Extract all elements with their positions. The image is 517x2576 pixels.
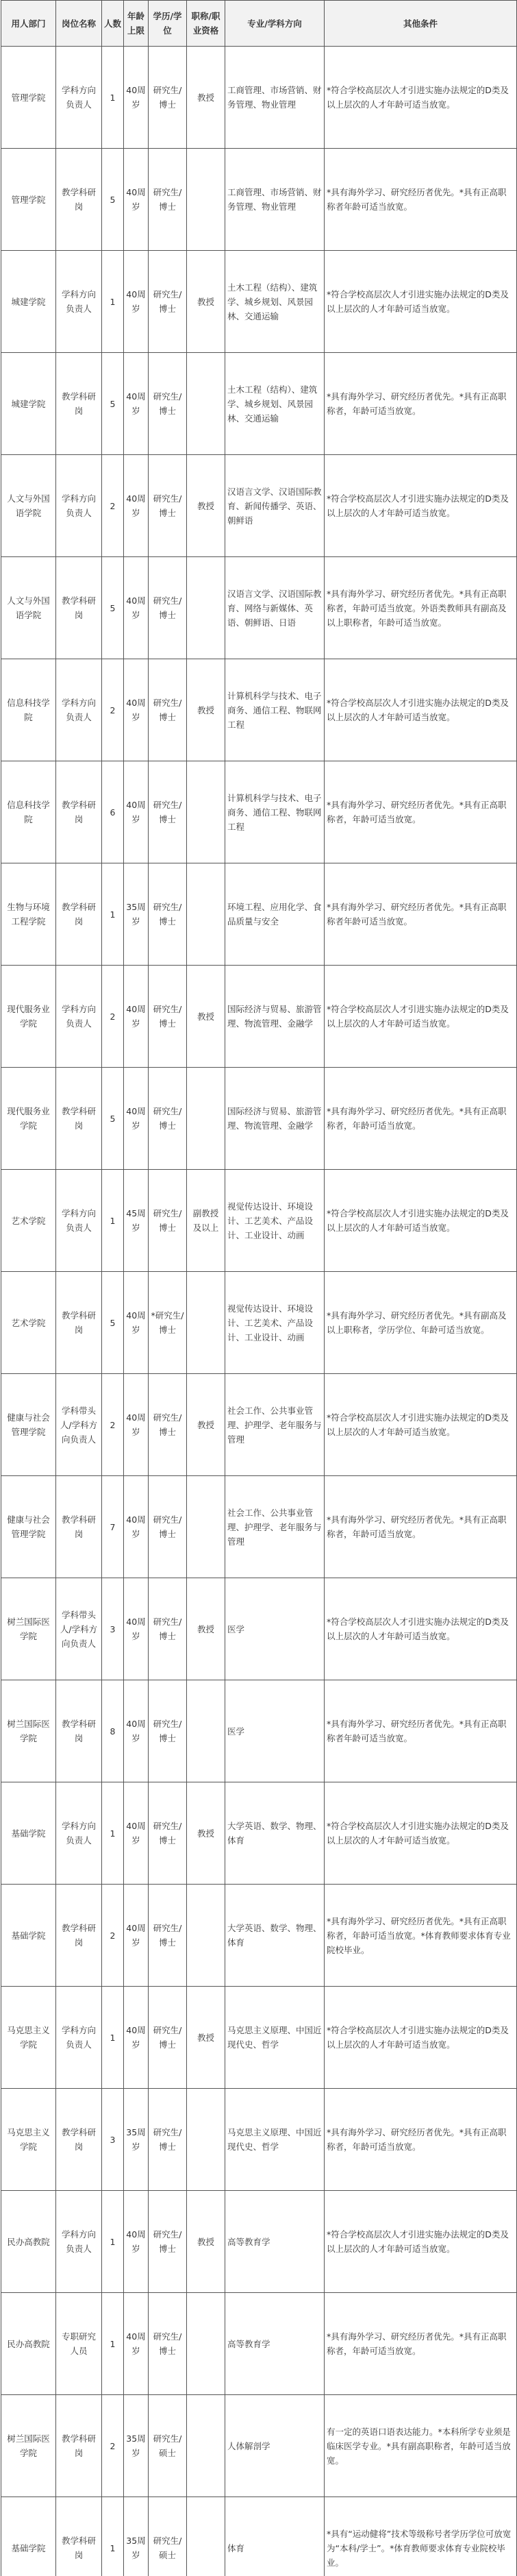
cell-age: 40周岁: [124, 2191, 149, 2293]
cell-degree: 研究生/博士: [149, 1578, 187, 1680]
cell-degree: 研究生/博士: [149, 2089, 187, 2191]
cell-other: *具有海外学习、研究经历者优先。*具有正高职称者，年龄可适当放宽。*体育教师要求体育专业院校毕业。: [325, 1885, 517, 1987]
table-row: [1, 1578, 517, 1680]
table-row: [1, 2497, 517, 2576]
cell-title: 教授: [187, 1782, 225, 1885]
cell-other: *具有海外学习、研究经历者优先。*具有正高职称者，年龄可适当放宽。: [325, 1068, 517, 1170]
cell-degree: 研究生/博士: [149, 557, 187, 659]
cell-age: 40周岁: [124, 353, 149, 455]
cell-degree: 研究生/博士: [149, 1782, 187, 1885]
cell-position: 教学科研岗: [56, 1476, 102, 1578]
cell-title: 教授: [187, 659, 225, 761]
cell-age: 45周岁: [124, 1170, 149, 1272]
cell-major: 大学英语、数学、物理、体育: [225, 1782, 325, 1885]
cell-other: *具有海外学习、研究经历者优先。*具有正高职称者，年龄可适当放宽。外语类教师具有副高及以上职称者，年龄可适当放宽。: [325, 557, 517, 659]
table-row: [1, 2191, 517, 2293]
cell-age: 40周岁: [124, 1374, 149, 1476]
cell-degree: 研究生/博士: [149, 1476, 187, 1578]
cell-other: *符合学校高层次人才引进实施办法规定的D类及以上层次的人才年龄可适当放宽。: [325, 1987, 517, 2089]
cell-count: 1: [102, 2191, 124, 2293]
table-row: [1, 149, 517, 251]
cell-title: [187, 1680, 225, 1782]
cell-dept: 人文与外国语学院: [1, 455, 56, 557]
cell-other: *具有海外学习、研究经历者优先。*具有正高职称者年龄可适当放宽。: [325, 149, 517, 251]
table-row: [1, 1170, 517, 1272]
cell-title: 副教授及以上: [187, 1170, 225, 1272]
cell-age: 40周岁: [124, 1680, 149, 1782]
cell-major: 马克思主义原理、中国近现代史、哲学: [225, 2089, 325, 2191]
cell-position: 教学科研岗: [56, 557, 102, 659]
cell-major: 医学: [225, 1578, 325, 1680]
cell-dept: 民办高教院: [1, 2293, 56, 2395]
cell-position: 学科方向负责人: [56, 455, 102, 557]
cell-count: 1: [102, 47, 124, 149]
cell-count: 1: [102, 251, 124, 353]
cell-position: 教学科研岗: [56, 1068, 102, 1170]
cell-dept: 树兰国际医学院: [1, 1578, 56, 1680]
cell-age: 40周岁: [124, 1987, 149, 2089]
cell-count: 5: [102, 557, 124, 659]
table-row: [1, 2293, 517, 2395]
cell-major: 土木工程（结构）、建筑学、城乡规划、风景园林、交通运输: [225, 251, 325, 353]
cell-major: 汉语言文学、汉语国际教育、网络与新媒体、英语、朝鲜语、日语: [225, 557, 325, 659]
cell-title: [187, 1885, 225, 1987]
cell-title: [187, 1272, 225, 1374]
cell-count: 2: [102, 659, 124, 761]
cell-degree: 研究生/博士: [149, 2293, 187, 2395]
table-row: [1, 1272, 517, 1374]
cell-title: 教授: [187, 1578, 225, 1680]
cell-degree: 研究生/博士: [149, 455, 187, 557]
cell-degree: 研究生/硕士: [149, 2497, 187, 2576]
cell-position: 教学科研岗: [56, 1885, 102, 1987]
table-row: [1, 1068, 517, 1170]
cell-other: *符合学校高层次人才引进实施办法规定的D类及以上层次的人才年龄可适当放宽。: [325, 251, 517, 353]
cell-major: 人体解剖学: [225, 2395, 325, 2497]
cell-age: 35周岁: [124, 863, 149, 966]
cell-position: 学科方向负责人: [56, 1170, 102, 1272]
cell-position: 学科方向负责人: [56, 47, 102, 149]
cell-major: 计算机科学与技术、电子商务、通信工程、物联网工程: [225, 659, 325, 761]
cell-dept: 基础学院: [1, 2497, 56, 2576]
cell-position: 教学科研岗: [56, 2395, 102, 2497]
cell-age: 40周岁: [124, 149, 149, 251]
cell-dept: 城建学院: [1, 251, 56, 353]
cell-degree: 研究生/博士: [149, 1680, 187, 1782]
cell-degree: 研究生/博士: [149, 761, 187, 863]
cell-other: *符合学校高层次人才引进实施办法规定的D类及以上层次的人才年龄可适当放宽。: [325, 1374, 517, 1476]
table-row: [1, 659, 517, 761]
cell-position: 学科方向负责人: [56, 1782, 102, 1885]
cell-dept: 管理学院: [1, 47, 56, 149]
table-row: [1, 863, 517, 966]
cell-age: 40周岁: [124, 455, 149, 557]
cell-position: 教学科研岗: [56, 2497, 102, 2576]
cell-other: *符合学校高层次人才引进实施办法规定的D类及以上层次的人才年龄可适当放宽。: [325, 1782, 517, 1885]
table-header-row: [1, 1, 517, 47]
cell-degree: 研究生/博士: [149, 659, 187, 761]
table-row: [1, 1782, 517, 1885]
cell-dept: 城建学院: [1, 353, 56, 455]
cell-title: 教授: [187, 2191, 225, 2293]
cell-count: 5: [102, 1272, 124, 1374]
cell-dept: 信息科技学院: [1, 761, 56, 863]
cell-other: *符合学校高层次人才引进实施办法规定的D类及以上层次的人才年龄可适当放宽。: [325, 2191, 517, 2293]
cell-major: 工商管理、市场营销、财务管理、物业管理: [225, 149, 325, 251]
cell-title: [187, 2089, 225, 2191]
cell-age: 40周岁: [124, 1782, 149, 1885]
cell-other: *具有海外学习、研究经历者优先。*具有正高职称者，年龄可适当放宽。: [325, 2089, 517, 2191]
cell-dept: 艺术学院: [1, 1272, 56, 1374]
cell-degree: 研究生/博士: [149, 47, 187, 149]
cell-position: 教学科研岗: [56, 863, 102, 966]
cell-title: 教授: [187, 1374, 225, 1476]
cell-title: [187, 149, 225, 251]
table-row: [1, 1680, 517, 1782]
cell-age: 40周岁: [124, 2293, 149, 2395]
cell-position: 教学科研岗: [56, 353, 102, 455]
cell-count: 5: [102, 1068, 124, 1170]
cell-dept: 生物与环境工程学院: [1, 863, 56, 966]
cell-dept: 现代服务业学院: [1, 966, 56, 1068]
cell-title: 教授: [187, 1987, 225, 2089]
cell-other: *符合学校高层次人才引进实施办法规定的D类及以上层次的人才年龄可适当放宽。: [325, 659, 517, 761]
cell-count: 1: [102, 2497, 124, 2576]
header-major: 专业/学科方向: [225, 1, 325, 47]
cell-major: 高等教育学: [225, 2293, 325, 2395]
cell-major: 社会工作、公共事业管理、护理学、老年服务与管理: [225, 1374, 325, 1476]
header-dept: 用人部门: [1, 1, 56, 47]
cell-count: 1: [102, 1782, 124, 1885]
cell-age: 35周岁: [124, 2497, 149, 2576]
cell-major: 计算机科学与技术、电子商务、通信工程、物联网工程: [225, 761, 325, 863]
cell-position: 教学科研岗: [56, 2089, 102, 2191]
cell-age: 40周岁: [124, 1885, 149, 1987]
cell-other: *具有海外学习、研究经历者优先。*具有副高及以上职称者，学历学位、年龄可适当放宽。: [325, 1272, 517, 1374]
cell-position: 学科方向负责人: [56, 966, 102, 1068]
cell-age: 40周岁: [124, 1476, 149, 1578]
header-position: 岗位名称: [56, 1, 102, 47]
header-count: 人数: [102, 1, 124, 47]
cell-degree: 研究生/博士: [149, 966, 187, 1068]
cell-dept: 树兰国际医学院: [1, 1680, 56, 1782]
cell-dept: 马克思主义学院: [1, 1987, 56, 2089]
table-row: [1, 761, 517, 863]
cell-other: 有一定的英语口语表达能力。*本科所学专业须是临床医学专业。*具有副高职称者，年龄可适当放宽。: [325, 2395, 517, 2497]
cell-other: *具有海外学习、研究经历者优先。*具有正高职称者，年龄可适当放宽。: [325, 353, 517, 455]
table-row: [1, 1987, 517, 2089]
table-row: [1, 455, 517, 557]
recruitment-table: [1, 0, 517, 2576]
cell-position: 教学科研岗: [56, 1680, 102, 1782]
cell-title: [187, 1068, 225, 1170]
cell-dept: 基础学院: [1, 1885, 56, 1987]
cell-count: 1: [102, 1170, 124, 1272]
cell-dept: 健康与社会管理学院: [1, 1476, 56, 1578]
cell-age: 40周岁: [124, 47, 149, 149]
cell-major: 工商管理、市场营销、财务管理、物业管理: [225, 47, 325, 149]
cell-degree: 研究生/博士: [149, 1885, 187, 1987]
cell-other: *符合学校高层次人才引进实施办法规定的D类及以上层次的人才年龄可适当放宽。: [325, 966, 517, 1068]
cell-degree: 研究生/博士: [149, 251, 187, 353]
cell-major: 马克思主义原理、中国近现代史、哲学: [225, 1987, 325, 2089]
cell-major: 视觉传达设计、环境设计、工艺美术、产品设计、工业设计、动画: [225, 1170, 325, 1272]
cell-title: [187, 2293, 225, 2395]
cell-other: *具有海外学习、研究经历者优先。*具有正高职称者，年龄可适当放宽。: [325, 2293, 517, 2395]
cell-major: 体育: [225, 2497, 325, 2576]
cell-age: 40周岁: [124, 557, 149, 659]
cell-age: 40周岁: [124, 1068, 149, 1170]
cell-other: *符合学校高层次人才引进实施办法规定的D类及以上层次的人才年龄可适当放宽。: [325, 1578, 517, 1680]
cell-major: 土木工程（结构）、建筑学、城乡规划、风景园林、交通运输: [225, 353, 325, 455]
cell-other: *具有“运动健将”技术等级称号者学历学位可放宽为“本科/学士”。*体育教师要求体育专业院校毕业。: [325, 2497, 517, 2576]
table-row: [1, 2089, 517, 2191]
cell-other: *符合学校高层次人才引进实施办法规定的D类及以上层次的人才年龄可适当放宽。: [325, 47, 517, 149]
cell-position: 学科方向负责人: [56, 2191, 102, 2293]
cell-title: [187, 1476, 225, 1578]
cell-other: *符合学校高层次人才引进实施办法规定的D类及以上层次的人才年龄可适当放宽。: [325, 455, 517, 557]
cell-title: [187, 863, 225, 966]
cell-position: 学科方向负责人: [56, 251, 102, 353]
cell-dept: 马克思主义学院: [1, 2089, 56, 2191]
cell-count: 1: [102, 863, 124, 966]
cell-age: 40周岁: [124, 251, 149, 353]
cell-other: *具有海外学习、研究经历者优先。*具有正高职称者，年龄可适当放宽。: [325, 761, 517, 863]
cell-position: 学科带头人/学科方向负责人: [56, 1374, 102, 1476]
table-body: [1, 47, 517, 2576]
table-row: [1, 966, 517, 1068]
cell-title: [187, 353, 225, 455]
cell-position: 学科带头人/学科方向负责人: [56, 1578, 102, 1680]
cell-degree: 研究生/博士: [149, 1068, 187, 1170]
table-row: [1, 557, 517, 659]
cell-other: *具有海外学习、研究经历者优先。*具有正高职称者，年龄可适当放宽。: [325, 1476, 517, 1578]
cell-dept: 艺术学院: [1, 1170, 56, 1272]
cell-dept: 管理学院: [1, 149, 56, 251]
cell-title: [187, 761, 225, 863]
cell-degree: 研究生/博士: [149, 863, 187, 966]
cell-other: *符合学校高层次人才引进实施办法规定的D类及以上层次的人才年龄可适当放宽。: [325, 1170, 517, 1272]
cell-dept: 人文与外国语学院: [1, 557, 56, 659]
cell-count: 2: [102, 1374, 124, 1476]
cell-degree: 研究生/硕士: [149, 2395, 187, 2497]
cell-title: 教授: [187, 47, 225, 149]
cell-dept: 树兰国际医学院: [1, 2395, 56, 2497]
table-row: [1, 251, 517, 353]
cell-position: 学科方向负责人: [56, 1987, 102, 2089]
cell-major: 国际经济与贸易、旅游管理、物流管理、金融学: [225, 1068, 325, 1170]
cell-position: 教学科研岗: [56, 1272, 102, 1374]
cell-count: 7: [102, 1476, 124, 1578]
cell-count: 1: [102, 2293, 124, 2395]
table-row: [1, 2395, 517, 2497]
cell-degree: 研究生/博士: [149, 149, 187, 251]
header-other: 其他条件: [325, 1, 517, 47]
cell-other: *具有海外学习、研究经历者优先。*具有正高职称者年龄可适当放宽。: [325, 863, 517, 966]
cell-age: 40周岁: [124, 966, 149, 1068]
cell-age: 40周岁: [124, 1272, 149, 1374]
cell-count: 6: [102, 761, 124, 863]
cell-count: 5: [102, 353, 124, 455]
header-title: 职称/职业资格: [187, 1, 225, 47]
cell-title: [187, 2395, 225, 2497]
cell-major: 高等教育学: [225, 2191, 325, 2293]
table-row: [1, 47, 517, 149]
cell-dept: 民办高教院: [1, 2191, 56, 2293]
cell-title: 教授: [187, 251, 225, 353]
cell-degree: 研究生/博士: [149, 2191, 187, 2293]
header-degree: 学历/学位: [149, 1, 187, 47]
cell-major: 环境工程、应用化学、食品质量与安全: [225, 863, 325, 966]
cell-title: [187, 2497, 225, 2576]
cell-position: 学科方向负责人: [56, 659, 102, 761]
cell-count: 1: [102, 1987, 124, 2089]
cell-position: 教学科研岗: [56, 761, 102, 863]
cell-dept: 基础学院: [1, 1782, 56, 1885]
cell-count: 2: [102, 966, 124, 1068]
cell-major: 医学: [225, 1680, 325, 1782]
cell-degree: 研究生/博士: [149, 1987, 187, 2089]
cell-count: 3: [102, 2089, 124, 2191]
cell-position: 教学科研岗: [56, 149, 102, 251]
cell-count: 8: [102, 1680, 124, 1782]
cell-age: 35周岁: [124, 2089, 149, 2191]
table-row: [1, 1476, 517, 1578]
cell-count: 2: [102, 1885, 124, 1987]
table-row: [1, 353, 517, 455]
header-age: 年龄上限: [124, 1, 149, 47]
table-row: [1, 1374, 517, 1476]
cell-major: 社会工作、公共事业管理、护理学、老年服务与管理: [225, 1476, 325, 1578]
cell-dept: 信息科技学院: [1, 659, 56, 761]
cell-age: 40周岁: [124, 761, 149, 863]
cell-dept: 现代服务业学院: [1, 1068, 56, 1170]
cell-age: 35周岁: [124, 2395, 149, 2497]
cell-title: 教授: [187, 966, 225, 1068]
cell-major: 汉语言文学、汉语国际教育、新闻传播学、英语、朝鲜语: [225, 455, 325, 557]
cell-major: 国际经济与贸易、旅游管理、物流管理、金融学: [225, 966, 325, 1068]
cell-degree: 研究生/博士: [149, 353, 187, 455]
cell-count: 5: [102, 149, 124, 251]
cell-title: 教授: [187, 455, 225, 557]
cell-major: 视觉传达设计、环境设计、工艺美术、产品设计、工业设计、动画: [225, 1272, 325, 1374]
cell-other: *具有海外学习、研究经历者优先。*具有正高职称者年龄可适当放宽。: [325, 1680, 517, 1782]
cell-age: 40周岁: [124, 659, 149, 761]
cell-degree: 研究生/博士: [149, 1170, 187, 1272]
cell-major: 大学英语、数学、物理、体育: [225, 1885, 325, 1987]
cell-count: 2: [102, 455, 124, 557]
cell-count: 3: [102, 1578, 124, 1680]
cell-count: 2: [102, 2395, 124, 2497]
cell-title: [187, 557, 225, 659]
cell-degree: *研究生/博士: [149, 1272, 187, 1374]
cell-dept: 健康与社会管理学院: [1, 1374, 56, 1476]
cell-age: 40周岁: [124, 1578, 149, 1680]
cell-position: 专职研究人员: [56, 2293, 102, 2395]
cell-degree: 研究生/博士: [149, 1374, 187, 1476]
table-row: [1, 1885, 517, 1987]
